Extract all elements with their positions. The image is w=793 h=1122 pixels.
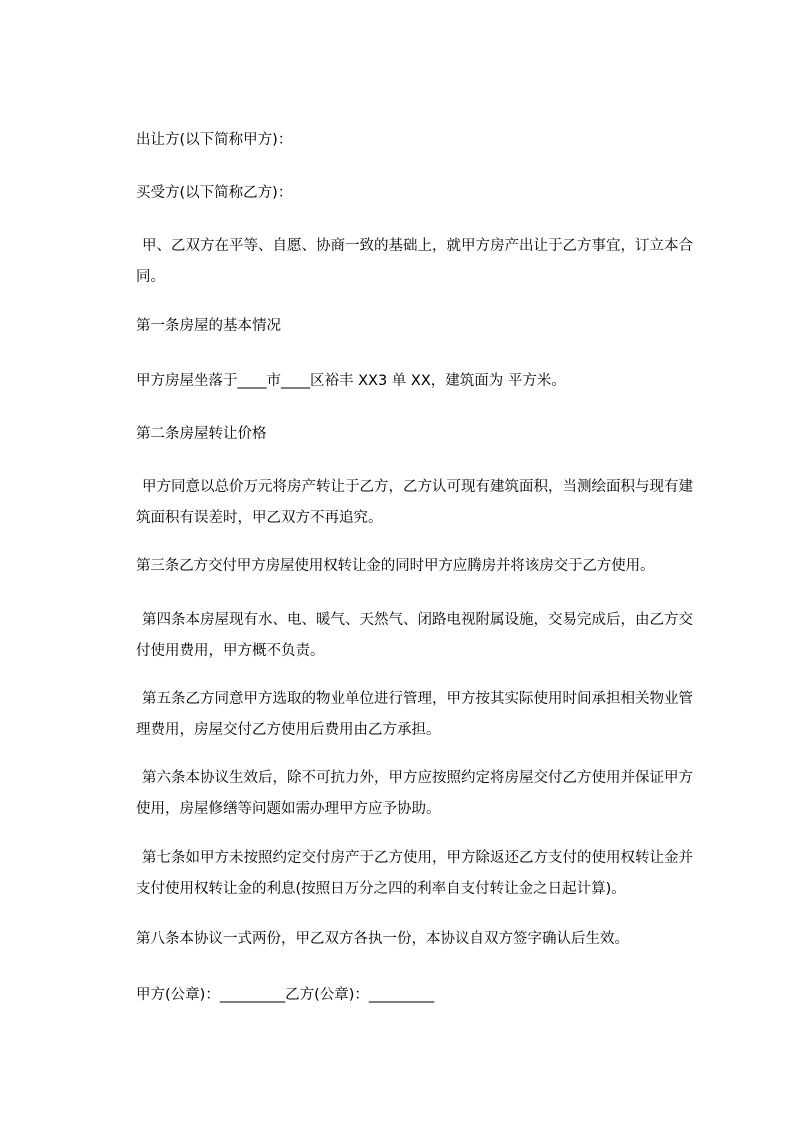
article-3-paragraph: 第三条乙方交付甲方房屋使用权转让金的同时甲方应腾房并将该房交于乙方使用。 [136, 558, 655, 574]
article-7-paragraph: 第七条如甲方未按照约定交付房产于乙方使用，甲方除返还乙方支付的使用权转让金并支付使用权转让金的利息(按照日万分之四的利率自支付转让金之日起计算)。 [136, 850, 693, 897]
seller-line: 出让方(以下简称甲方)： [136, 132, 293, 148]
article-2-heading: 第二条房屋转让价格 [136, 426, 267, 442]
article-2-body: 甲方同意以总价万元将房产转让于乙方，乙方认可现有建筑面积，当测绘面积与现有建筑面积有误差时，甲乙双方不再追究。 [136, 479, 693, 526]
preamble-paragraph: 甲、乙双方在平等、自愿、协商一致的基础上，就甲方房产出让于乙方事宜，订立本合同。 [136, 238, 693, 285]
article-8-paragraph: 第八条本协议一式两份，甲乙双方各执一份，本协议自双方签字确认后生效。 [136, 931, 629, 947]
article-1-body: 甲方房屋坐落于____市____区裕丰 XX3 单 XX，建筑面为 平方米。 [136, 373, 566, 389]
article-4-paragraph: 第四条本房屋现有水、电、暖气、天然气、闭路电视附属设施，交易完成后，由乙方交付使用费用，甲方概不负责。 [136, 612, 693, 659]
article-6-paragraph: 第六条本协议生效后，除不可抗力外，甲方应按照约定将房屋交付乙方使用并保证甲方使用，房屋修缮等问题如需办理甲方应予协助。 [136, 770, 693, 817]
buyer-line: 买受方(以下简称乙方)： [136, 185, 293, 201]
article-5-paragraph: 第五条乙方同意甲方选取的物业单位进行管理，甲方按其实际使用时间承担相关物业管理费用，房屋交付乙方使用后费用由乙方承担。 [136, 691, 693, 738]
article-1-heading: 第一条房屋的基本情况 [136, 318, 281, 334]
signature-line: 甲方(公章)：_________乙方(公章)：_________ [136, 987, 435, 1003]
